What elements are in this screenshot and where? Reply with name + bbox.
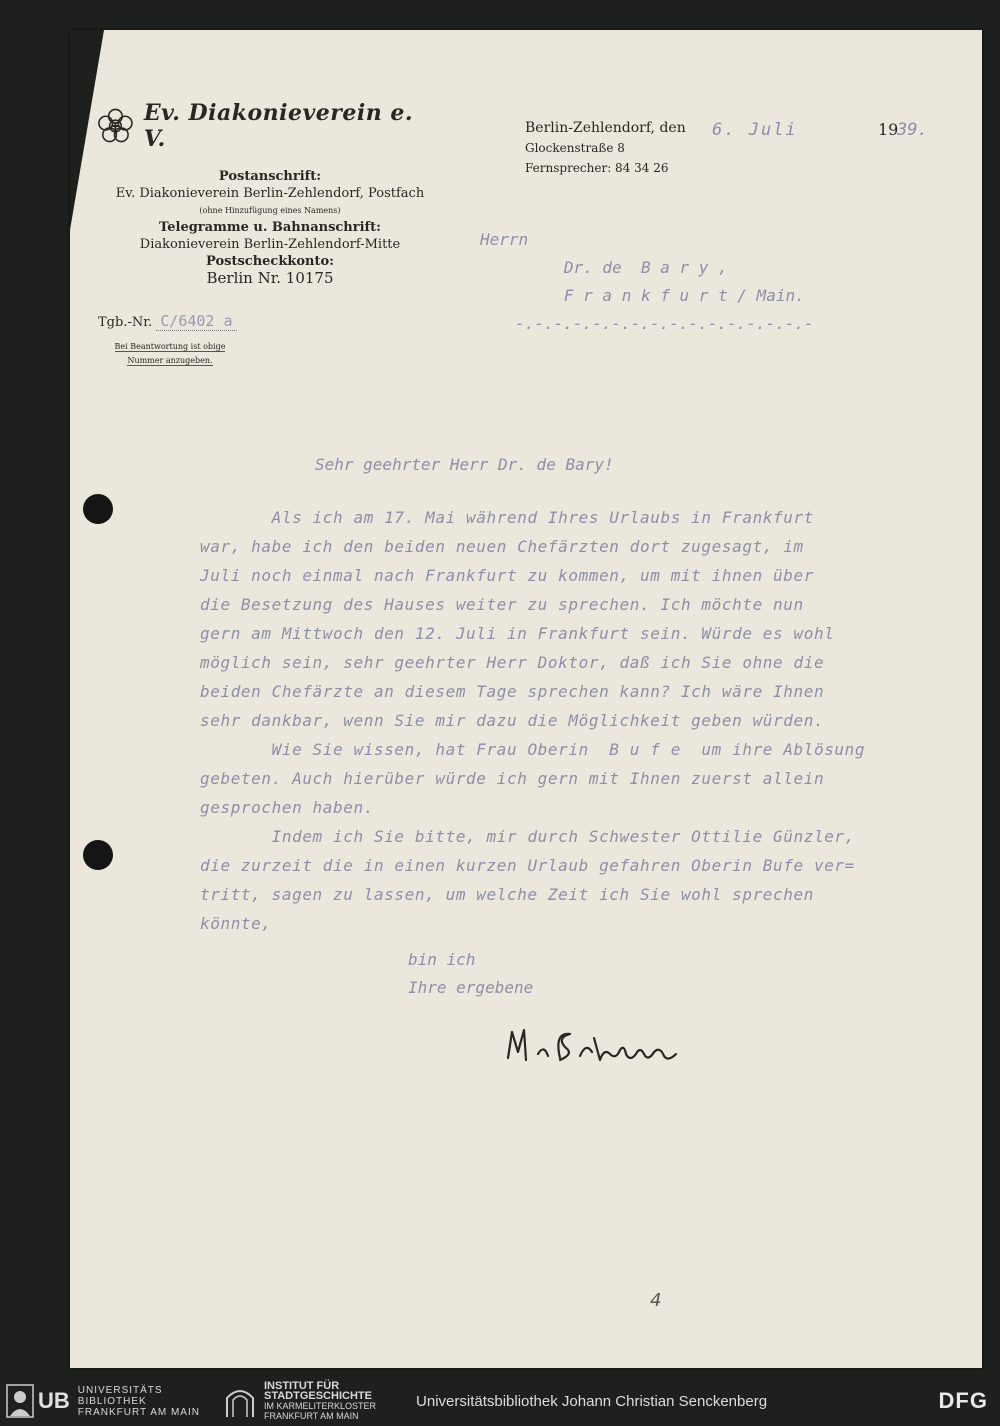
reference-note-line1: Bei Beantwortung ist obige: [114, 342, 226, 351]
closing-line: Ihre ergebene: [408, 978, 534, 997]
letter-body: [200, 503, 960, 938]
reference-value: C/6402 a: [156, 312, 236, 331]
telegram-address: Diakonieverein Berlin-Zehlendorf-Mitte: [139, 237, 401, 252]
body-line: beiden Chefärzte an diesem Tage sprechen kann? Ich wäre Ihnen: [200, 682, 825, 701]
ub-line: UNIVERSITÄTS: [77, 1384, 163, 1396]
body-line: die Besetzung des Hauses weiter zu sprechen. Ich möchte nun: [200, 595, 804, 614]
letterhead: [95, 100, 435, 287]
punch-hole-top: [83, 494, 113, 524]
page-number: 4: [650, 1290, 662, 1311]
body-line: Indem ich Sie bitte, mir durch Schwester Ottilie Günzler,: [200, 827, 855, 846]
body-line: sehr dankbar, wenn Sie mir dazu die Möglichkeit geben würden.: [200, 711, 825, 730]
body-line: gesprochen haben.: [200, 798, 374, 817]
isg-line: STADTGESCHICHTE: [263, 1390, 372, 1402]
ub-mark: UB: [38, 1388, 70, 1413]
goethe-portrait-icon: [6, 1384, 34, 1418]
postal-address: Ev. Diakonieverein Berlin-Zehlendorf, Postfach: [115, 186, 425, 201]
isg-line: FRANKFURT AM MAIN: [263, 1411, 359, 1421]
address-line: Herrn: [480, 230, 529, 249]
handwritten-signature: [490, 1018, 720, 1078]
arch-icon: [224, 1384, 256, 1418]
date-day: 6. Juli: [712, 120, 798, 140]
address-line: F r a n k f u r t / Main.: [535, 286, 805, 305]
ub-line: FRANKFURT AM MAIN: [77, 1406, 200, 1418]
body-line: gern am Mittwoch den 12. Juli in Frankfurt sein. Würde es wohl: [200, 624, 835, 643]
reference-note: [95, 340, 245, 368]
telegram-heading: Telegramme u. Bahnanschrift:: [159, 220, 381, 235]
place-line: Berlin-Zehlendorf, den: [525, 120, 686, 136]
isg-logo[interactable]: [224, 1381, 376, 1421]
closing: [408, 946, 533, 1002]
closing-line: bin ich: [408, 950, 476, 969]
footer-bar: [0, 1376, 1000, 1426]
address-line: -.-.-.-.-.-.-.-.-.-.-.-.-.-.-.-: [515, 314, 814, 333]
reference-note-line2: Nummer anzugeben.: [127, 356, 213, 365]
reference-number: [98, 312, 237, 330]
postcheck-heading: Postscheckkonto:: [206, 254, 334, 269]
salutation: Sehr geehrter Herr Dr. de Bary!: [315, 455, 614, 474]
body-line: war, habe ich den beiden neuen Chefärzten dort zugesagt, im: [200, 537, 804, 556]
place-block: [525, 118, 686, 178]
isg-line: INSTITUT FÜR: [263, 1380, 340, 1392]
date-year-suffix: 39.: [897, 120, 928, 140]
ub-logo[interactable]: [6, 1384, 200, 1418]
isg-line: IM KARMELITERKLOSTER: [263, 1401, 377, 1411]
address-line: Dr. de B a r y ,: [535, 258, 728, 277]
postal-heading: Postanschrift:: [218, 169, 322, 184]
body-line: könnte,: [200, 914, 272, 933]
body-line: gebeten. Auch hierüber würde ich gern mit Ihnen zuerst allein: [200, 769, 825, 788]
body-line: die zurzeit die in einen kurzen Urlaub gefahren Oberin Bufe ver=: [200, 856, 855, 875]
body-line: Wie Sie wissen, hat Frau Oberin B u f e um ihre Ablösung: [200, 740, 866, 759]
recipient-address: [480, 226, 814, 338]
body-line: möglich sein, sehr geehrter Herr Doktor, daß ich Sie ohne die: [200, 653, 825, 672]
luther-rose-icon: [95, 105, 136, 147]
org-name: Ev. Diakonieverein e. V.: [143, 100, 414, 152]
dfg-logo[interactable]: DFG: [938, 1388, 988, 1413]
phone-line: Fernsprecher: 84 34 26: [525, 161, 669, 175]
punch-hole-bottom: [83, 840, 113, 870]
street-line: Glockenstraße 8: [525, 141, 625, 155]
date-year-prefix: 19: [878, 120, 899, 139]
body-line: Juli noch einmal nach Frankfurt zu kommen, um mit ihnen über: [200, 566, 814, 585]
footer-library-name: Universitätsbibliothek Johann Christian Senckenberg: [416, 1392, 768, 1410]
reference-label: Tgb.-Nr.: [98, 315, 153, 330]
body-line: tritt, sagen zu lassen, um welche Zeit ich Sie wohl sprechen: [200, 885, 814, 904]
postcheck-account: Berlin Nr. 10175: [206, 269, 334, 287]
postal-note: (ohne Hinzufügung eines Namens): [199, 206, 341, 215]
ub-line: BIBLIOTHEK: [77, 1395, 147, 1407]
body-line: Als ich am 17. Mai während Ihres Urlaubs in Frankfurt: [200, 508, 814, 527]
